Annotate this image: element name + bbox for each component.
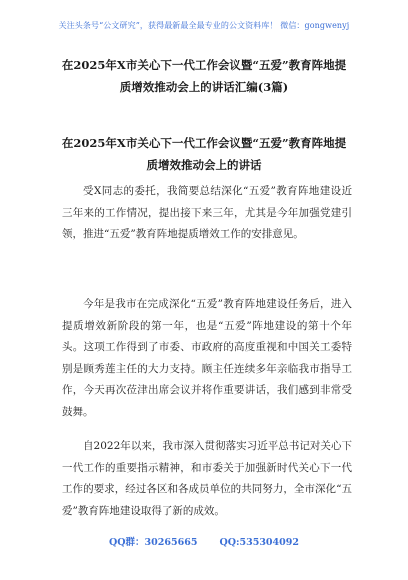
document-main-title	[40, 54, 368, 98]
paragraph-1	[62, 181, 352, 246]
paragraph-text: 今年是我市在完成深化“五爱”教育阵地建设任务后，进入提质增效新阶段的第一年，也是“五爱”阵地建设的第十个年头。这项工作得到了市委、市政府的高度重视和中国关工委特别是顾秀莲主任的大力支持。顾主任连续多年亲临我市指导工作，今天再次莅津出席会议并将作重要讲话，我们感到非常受鼓舞。	[62, 298, 352, 418]
paragraph-3	[62, 436, 352, 522]
paragraph-2	[62, 294, 352, 423]
footer-qq-number: QQ:535304092	[219, 537, 299, 548]
section-title-line-1: 在2025年X市关心下一代工作会议暨“五爱”教育阵地提	[61, 136, 347, 150]
main-title-line-2: 质增效推动会上的讲话汇编(3篇)	[119, 80, 289, 94]
paragraph-text: 受X同志的委托，我简要总结深化“五爱”教育阵地建设近三年来的工作情况，提出接下来三年，尤其是今年加强党建引领，推进“五爱”教育阵地提质增效工作的安排意见。	[62, 185, 352, 240]
footer-contact	[0, 534, 408, 548]
document-section-title	[40, 132, 368, 176]
section-title-line-2: 质增效推动会上的讲话	[146, 158, 262, 172]
footer-qq-group: QQ群：30265665	[109, 537, 198, 548]
header-notice: 关注头条号“公文研究”，获得最新最全最专业的公文资料库！ 微信：gongwenyj	[58, 21, 350, 30]
main-title-line-1: 在2025年X市关心下一代工作会议暨“五爱”教育阵地提	[61, 58, 347, 72]
paragraph-text: 自2022年以来，我市深入贯彻落实习近平总书记对关心下一代工作的重要指示精神，和市委关于加强新时代关心下一代工作的要求，经过各区和各成员单位的共同努力，全市深化“五爱”教育阵地建设取得了新的成效。	[62, 440, 352, 517]
